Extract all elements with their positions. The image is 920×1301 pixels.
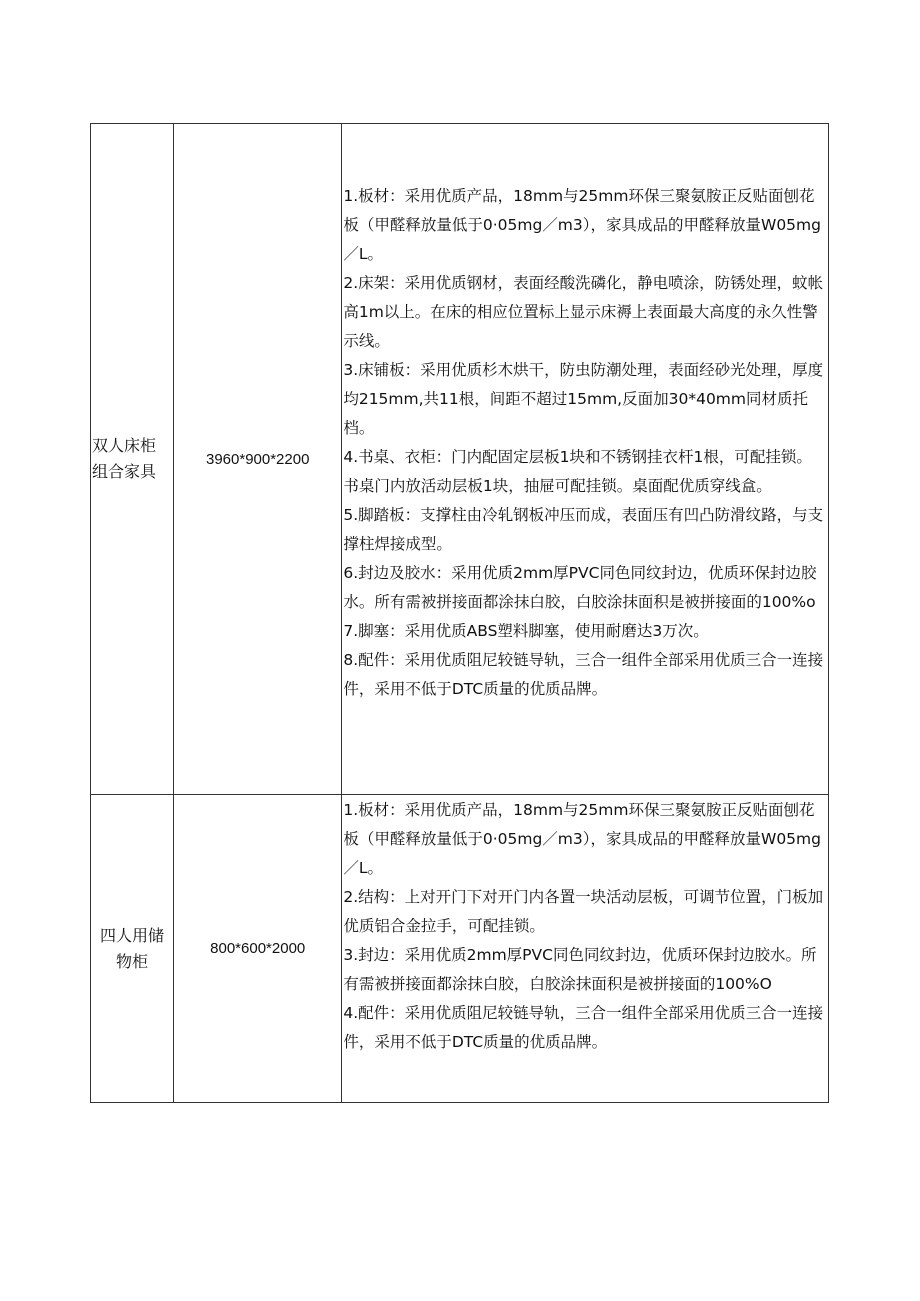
product-name-line: 四人用储: [100, 925, 165, 945]
description-item: 8.配件：采用优质阻尼较链导轨，三合一组件全部采用优质三合一连接件，采用不低于DTC质量的优质品牌。: [343, 651, 824, 698]
table-row: [91, 124, 829, 795]
description-item: 4.书桌、衣柜：门内配固定层板1块和不锈钢挂衣杆1根，可配挂锁。书桌门内放活动层板1块，抽屉可配挂锁。桌面配优质穿线盒。: [343, 448, 812, 495]
spec-table: [90, 123, 829, 1103]
description-item: 2.床架：采用优质钢材，表面经酸洗磷化，静电喷涂，防锈处理，蚊帐高1m以上。在床的相应位置标上显示床褥上表面最大高度的永久性警示线。: [343, 274, 824, 350]
product-description-cell: [342, 795, 829, 1103]
product-name-line: 双人床柜: [92, 436, 157, 455]
product-size-cell: 800*600*2000: [174, 795, 342, 1103]
description-item: 3.床铺板：采用优质杉木烘干，防虫防潮处理，表面经砂光处理，厚度均215mm,共11根，间距不超过15mm,反面加30*40mm同材质托档。: [343, 361, 824, 437]
product-description-cell: [342, 124, 829, 795]
product-name-cell: [91, 795, 174, 1103]
product-name-line: 物柜: [116, 951, 149, 971]
description-item: 7.脚塞：采用优质ABS塑料脚塞，使用耐磨达3万次。: [343, 622, 709, 640]
description-item: 5.脚踏板：支撑柱由冷轧钢板冲压而成，表面压有凹凸防滑纹路，与支撑柱焊接成型。: [343, 506, 824, 553]
description-item: 6.封边及胶水：采用优质2mm厚PVC同色同纹封边，优质环保封边胶水。所有需被拼接面都涂抹白胶，白胶涂抹面积是被拼接面的100%o: [343, 564, 817, 611]
product-name-cell: [91, 124, 174, 795]
description-item: 4.配件：采用优质阻尼较链导轨，三合一组件全部采用优质三合一连接件，采用不低于DTC质量的优质品牌。: [343, 1004, 824, 1051]
description-item: 1.板材：采用优质产品，18mm与25mm环保三聚氨胺正反贴面刨花板（甲醛释放量低于0·05mg／m3），家具成品的甲醛释放量W05mg／L。: [343, 801, 821, 877]
table-row: [91, 795, 829, 1103]
description-item: 2.结构：上对开门下对开门内各置一块活动层板，可调节位置，门板加优质铝合金拉手，可配挂锁。: [343, 888, 824, 935]
product-size-cell: 3960*900*2200: [174, 124, 342, 795]
product-name-line: 组合家具: [92, 462, 157, 481]
description-item: 1.板材：采用优质产品，18mm与25mm环保三聚氨胺正反贴面刨花板（甲醛释放量低于0·05mg／m3），家具成品的甲醛释放量W05mg／L。: [343, 187, 821, 263]
description-item: 3.封边：采用优质2mm厚PVC同色同纹封边，优质环保封边胶水。所有需被拼接面都涂抹白胶，白胶涂抹面积是被拼接面的100%O: [343, 946, 817, 993]
